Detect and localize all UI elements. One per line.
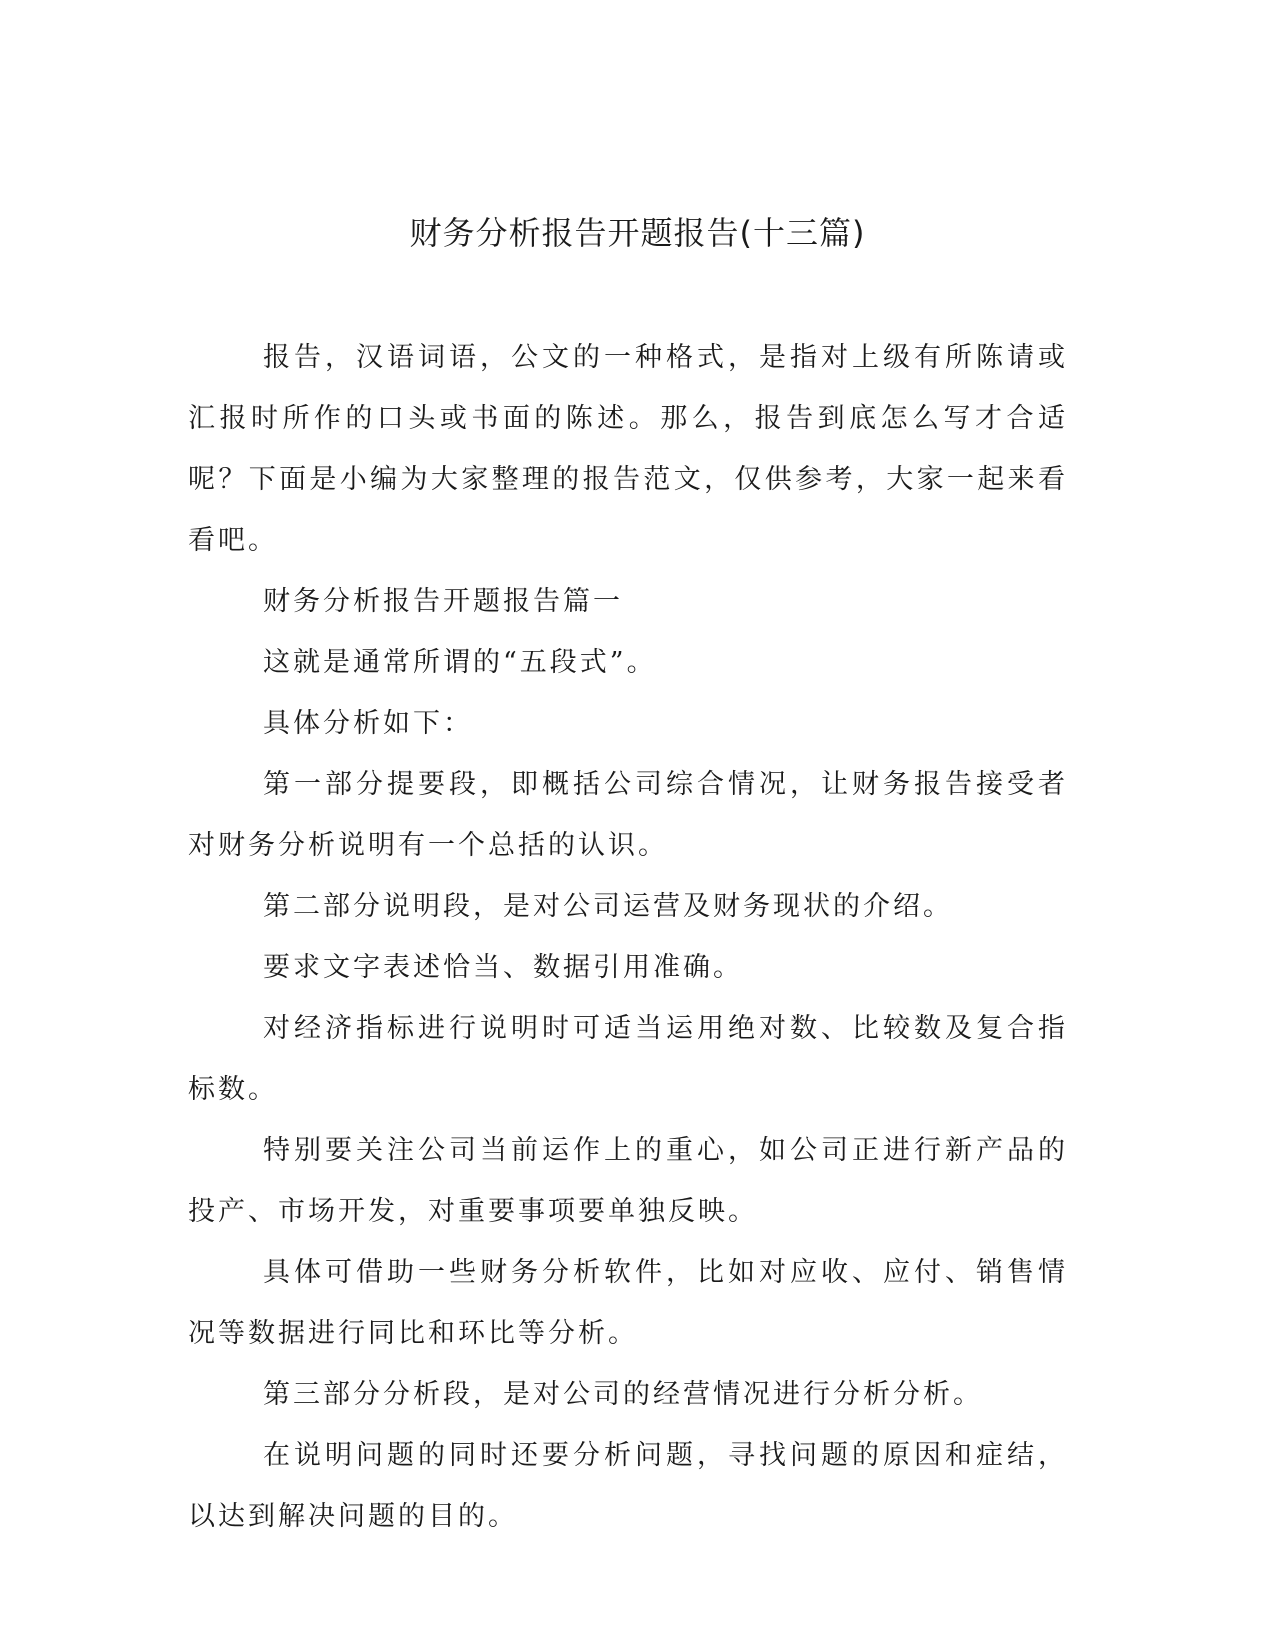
document-title: 财务分析报告开题报告(十三篇) — [409, 214, 866, 252]
paragraph: 具体分析如下： — [263, 708, 473, 739]
paragraph: 第一部分提要段，即概括公司综合情况，让财务报告接受者对财务分析说明有一个总括的认识。 — [188, 769, 1068, 861]
paragraph: 这就是通常所谓的“五段式”。 — [263, 647, 657, 678]
paragraph: 特别要关注公司当前运作上的重心，如公司正进行新产品的投产、市场开发，对重要事项要单独反映。 — [188, 1135, 1068, 1227]
paragraph: 要求文字表述恰当、数据引用准确。 — [263, 952, 743, 983]
paragraph: 第三部分分析段，是对公司的经营情况进行分析分析。 — [263, 1379, 983, 1410]
paragraph-intro: 报告，汉语词语，公文的一种格式，是指对上级有所陈请或汇报时所作的口头或书面的陈述。那么，报告到底怎么写才合适呢？下面是小编为大家整理的报告范文，仅供参考，大家一起来看看吧。 — [188, 342, 1068, 556]
paragraph: 具体可借助一些财务分析软件，比如对应收、应付、销售情况等数据进行同比和环比等分析。 — [188, 1257, 1068, 1349]
paragraph: 第二部分说明段，是对公司运营及财务现状的介绍。 — [263, 891, 953, 922]
paragraph: 对经济指标进行说明时可适当运用绝对数、比较数及复合指标数。 — [188, 1013, 1068, 1105]
document-body — [188, 327, 1068, 1547]
paragraph-section-heading: 财务分析报告开题报告篇一 — [263, 586, 623, 617]
paragraph: 在说明问题的同时还要分析问题，寻找问题的原因和症结，以达到解决问题的目的。 — [188, 1440, 1068, 1532]
